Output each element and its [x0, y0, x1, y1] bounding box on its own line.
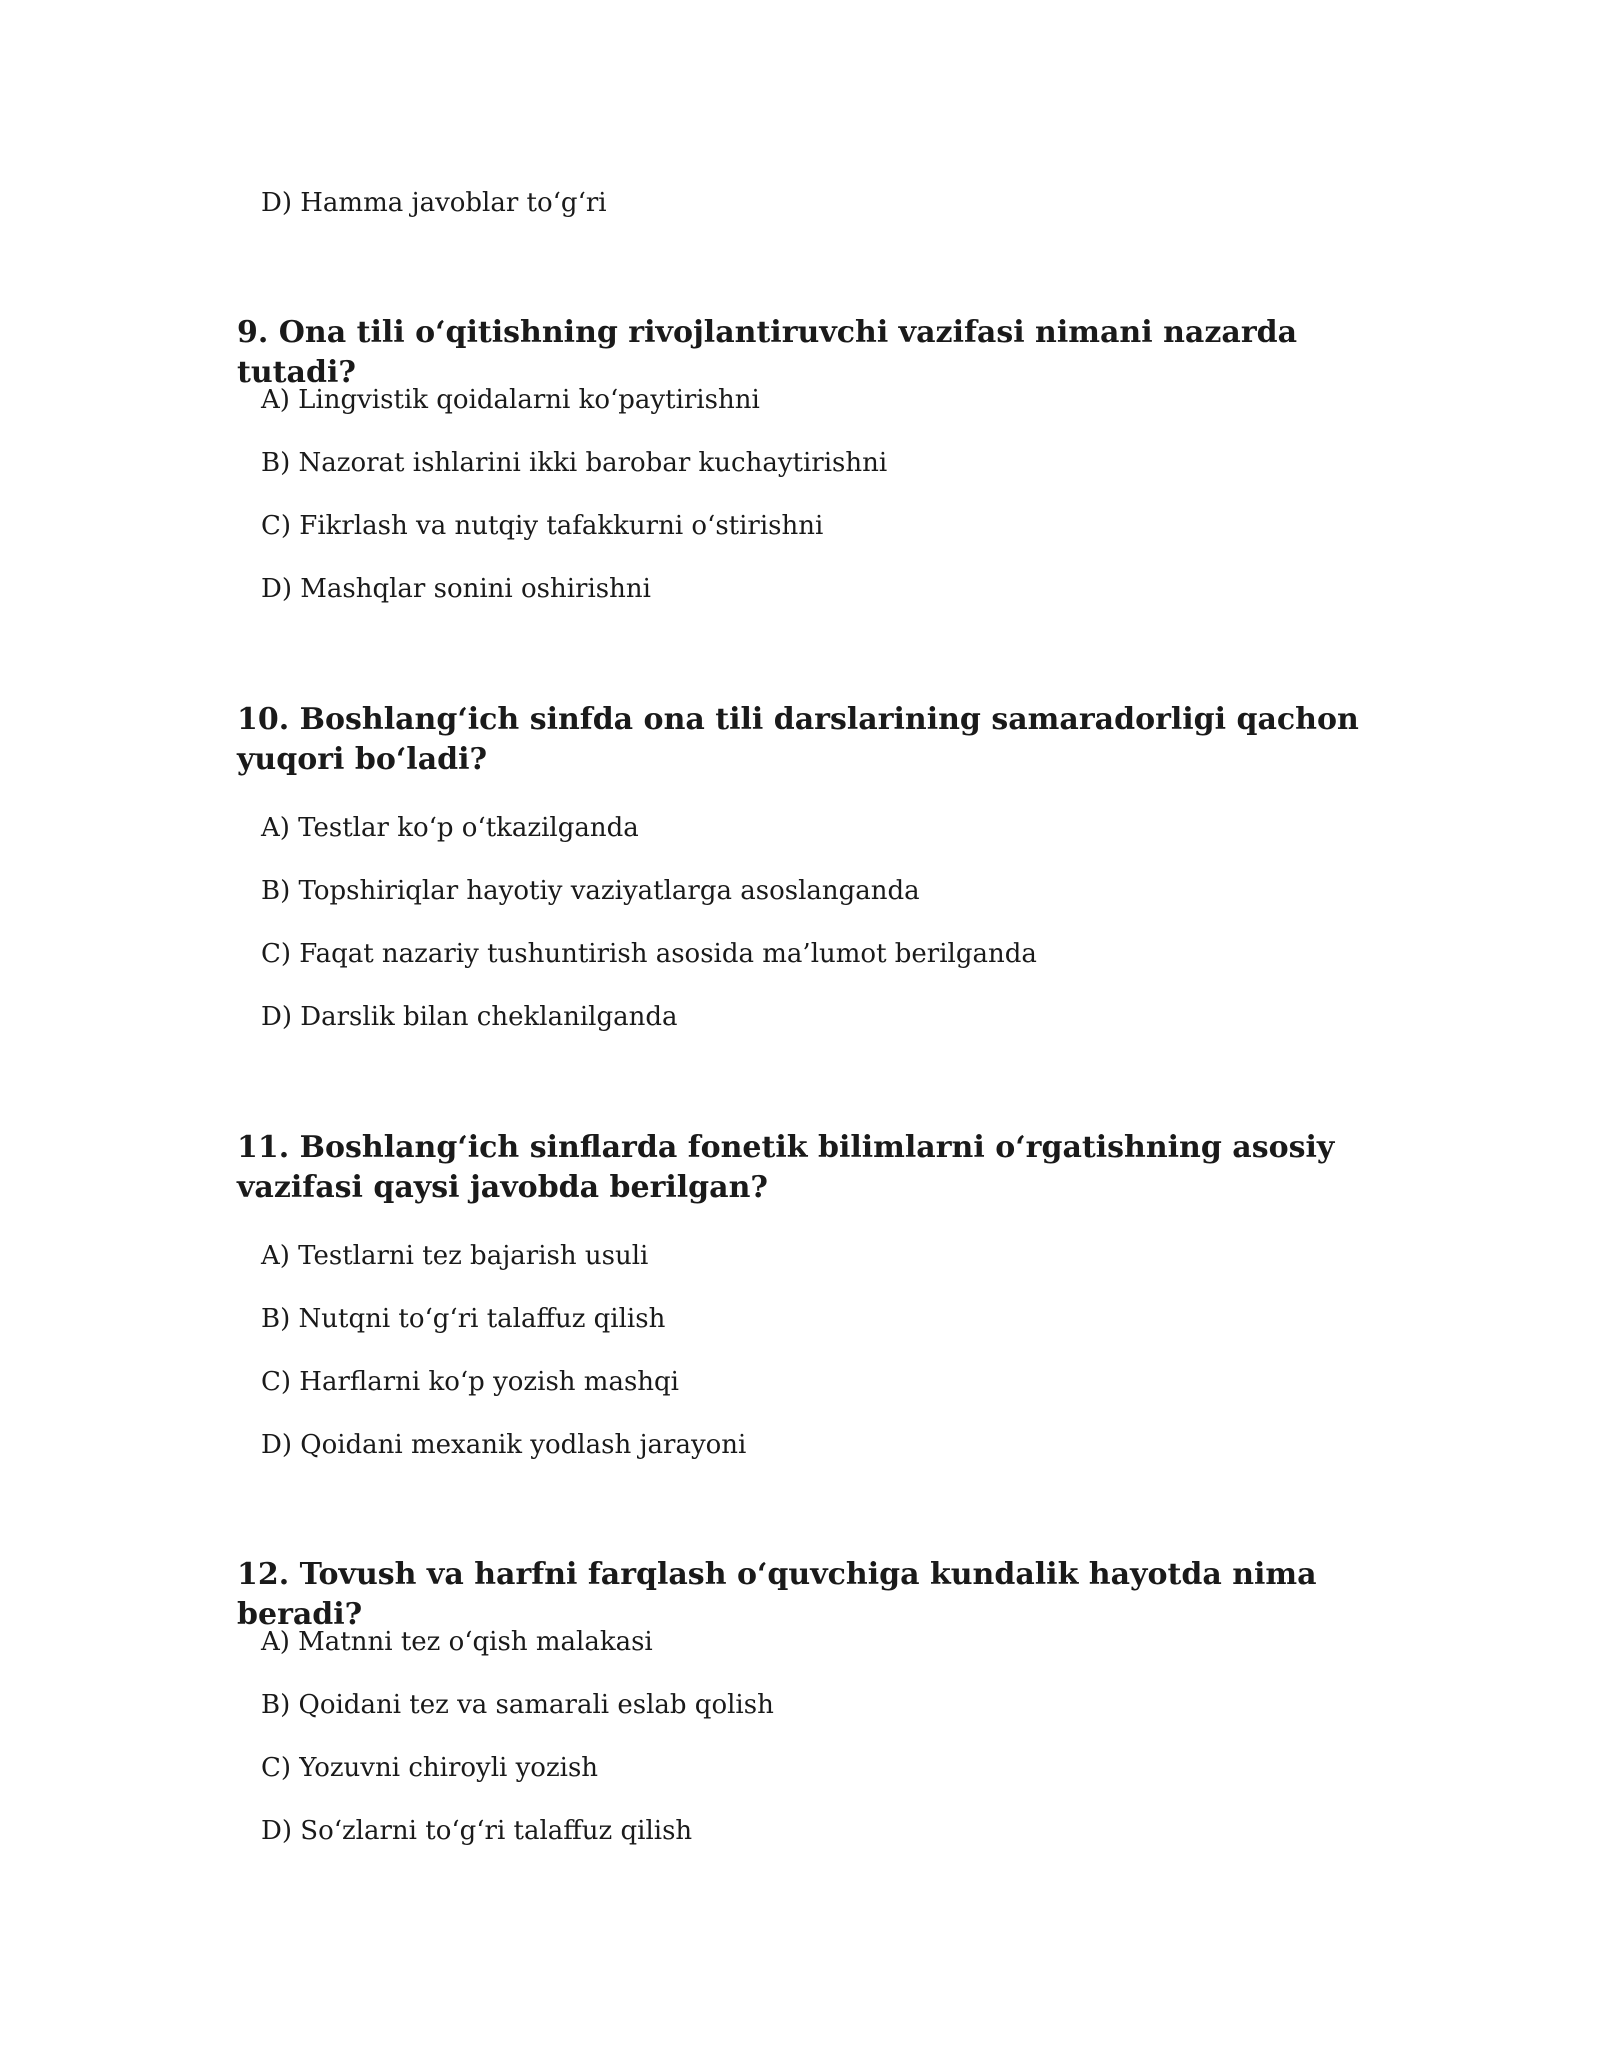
question-12-option-d: D) So‘zlarni to‘g‘ri talaffuz qilish — [261, 1816, 693, 1846]
question-9-option-a: A) Lingvistik qoidalarni ko‘paytirishni — [261, 385, 760, 415]
question-12: 12. Tovush va harfni farqlash o‘quvchiga kundalik hayotda nima beradi? — [237, 1557, 1317, 1632]
question-12-option-a: A) Matnni tez o‘qish malakasi — [261, 1627, 653, 1657]
question-9-option-c: C) Fikrlash va nutqiy tafakkurni o‘stirishni — [261, 511, 824, 541]
question-9-option-b: B) Nazorat ishlarini ikki barobar kuchaytirishni — [261, 448, 888, 478]
question-11-option-b: B) Nutqni to‘g‘ri talaffuz qilish — [261, 1304, 666, 1334]
question-11: 11. Boshlang‘ich sinflarda fonetik bilimlarni o‘rgatishning asosiy vazifasi qaysi javobda berilgan? — [237, 1130, 1335, 1205]
question-10-option-a: A) Testlar ko‘p o‘tkazilganda — [261, 813, 639, 843]
question-9: 9. Ona tili o‘qitishning rivojlantiruvchi vazifasi nimani nazarda tutadi? — [237, 315, 1298, 390]
question-10-option-c: C) Faqat nazariy tushuntirish asosida ma’lumot berilganda — [261, 939, 1037, 969]
question-10-option-d: D) Darslik bilan cheklanilganda — [261, 1002, 678, 1032]
question-10: 10. Boshlang‘ich sinfda ona tili darslarining samaradorligi qachon yuqori bo‘ladi? — [237, 702, 1359, 777]
question-12-option-c: C) Yozuvni chiroyli yozish — [261, 1753, 599, 1783]
question-10-option-b: B) Topshiriqlar hayotiy vaziyatlarga asoslanganda — [261, 876, 920, 906]
question-9-option-d: D) Mashqlar sonini oshirishni — [261, 574, 651, 604]
question-11-option-a: A) Testlarni tez bajarish usuli — [261, 1241, 649, 1271]
question-11-option-c: C) Harflarni ko‘p yozish mashqi — [261, 1367, 679, 1397]
option-d-previous: D) Hamma javoblar to‘g‘ri — [261, 188, 607, 218]
question-11-option-d: D) Qoidani mexanik yodlash jarayoni — [261, 1430, 747, 1460]
question-12-option-b: B) Qoidani tez va samarali eslab qolish — [261, 1690, 774, 1720]
